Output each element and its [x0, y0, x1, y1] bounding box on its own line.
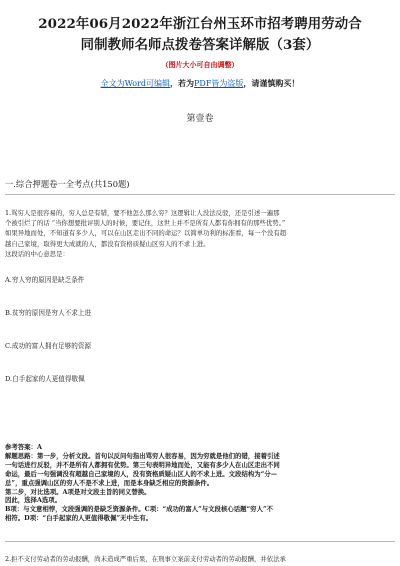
stem-line: 1.骂穷人是很容易的，穷人总是有错，要不他怎么那么穷？这逻辑让人没法反驳，还是引述一遍那	[5, 209, 280, 217]
stem-line: 这段话的中心意思是：	[5, 249, 69, 258]
format-note-text-1: ，若为	[170, 78, 195, 88]
format-note	[0, 78, 400, 89]
title-line-1: 2022年06月2022年浙江台州玉环市招考聘用劳动合	[38, 16, 362, 32]
answer-line: 因此，选择A选项。	[5, 496, 62, 505]
document-title	[8, 14, 392, 56]
option-c[interactable]: C.成功的富人拥有足够的资源	[5, 342, 92, 350]
question-1-stem	[5, 208, 393, 259]
image-size-note: （图片大小可自由调整）	[161, 60, 239, 69]
question-divider	[5, 541, 395, 542]
answer-line: 第二步，对比选项。A项是对文段主旨的同义替换。	[5, 487, 151, 496]
stem-line: 越自己家境，取得更大成就的人，都没有资格质疑山区穷人的不求上进。	[5, 239, 210, 248]
answer-line: 一句话进行反驳，并不是所有人都拥有优势。第三句表明异地而处，又能有多少人在山区走出不同	[5, 460, 280, 469]
question-2-stem: 2.拒不支付劳动者的劳动报酬，尚未造成严重后果，在刑事立案前支付劳动者的劳动报酬，并依法承	[5, 555, 286, 563]
format-note-text-2: ，请谨慎购买！	[243, 78, 300, 88]
volume-label: 第壹卷	[186, 114, 214, 124]
answer-line: 相符。D项：“白手起家的人更值得敬佩”无中生有。	[5, 514, 153, 523]
section-divider	[5, 194, 395, 195]
pdf-piracy-link[interactable]: PDF皆为盗版	[194, 79, 244, 88]
answer-line: 命运，最后一句强调没有超越自己家境的人，没有资格质疑山区人的不求上进。文段结构为“分—	[5, 469, 278, 478]
answer-line: 参考答案：A	[5, 443, 42, 451]
stem-line: 个被引烂了的话 “当你想要批评别人的时候，要记住，这世上并不是所有人都有你拥有的那些优势。”	[5, 219, 286, 228]
word-editable-link[interactable]: 全文为Word可编辑	[100, 79, 171, 88]
answer-line: 总”，重点强调山区的穷人不是不求上进，而是本身缺乏相应的资源条件。	[5, 478, 214, 487]
option-b[interactable]: B.贫穷的原因是穷人不求上进	[5, 309, 92, 317]
answer-line: B项：与文意相悖，文段强调的是缺乏资源条件。C项：“成功的富人”与文段核心话题“穷人”不	[5, 505, 274, 514]
stem-line: 如果异地而处，不知道有多少人，可以在山区走出不同的命运？以简单功利的标准看，每一个没有超	[5, 229, 287, 238]
answer-explanation	[5, 443, 393, 523]
option-d[interactable]: D.白手起家的人更值得敬佩	[5, 375, 85, 383]
answer-line: 解题思路：第一步，分析文段。首句以反问句指出骂穷人很容易，因为穷就是他们的错，接着引述	[5, 451, 280, 460]
title-line-2: 同制教师名师点拨卷答案详解版（3套）	[80, 37, 320, 53]
part-heading: 一.综合押题卷一全考点(共150题)	[5, 179, 130, 189]
option-a[interactable]: A.穷人穷的原因是缺乏条件	[5, 276, 85, 284]
